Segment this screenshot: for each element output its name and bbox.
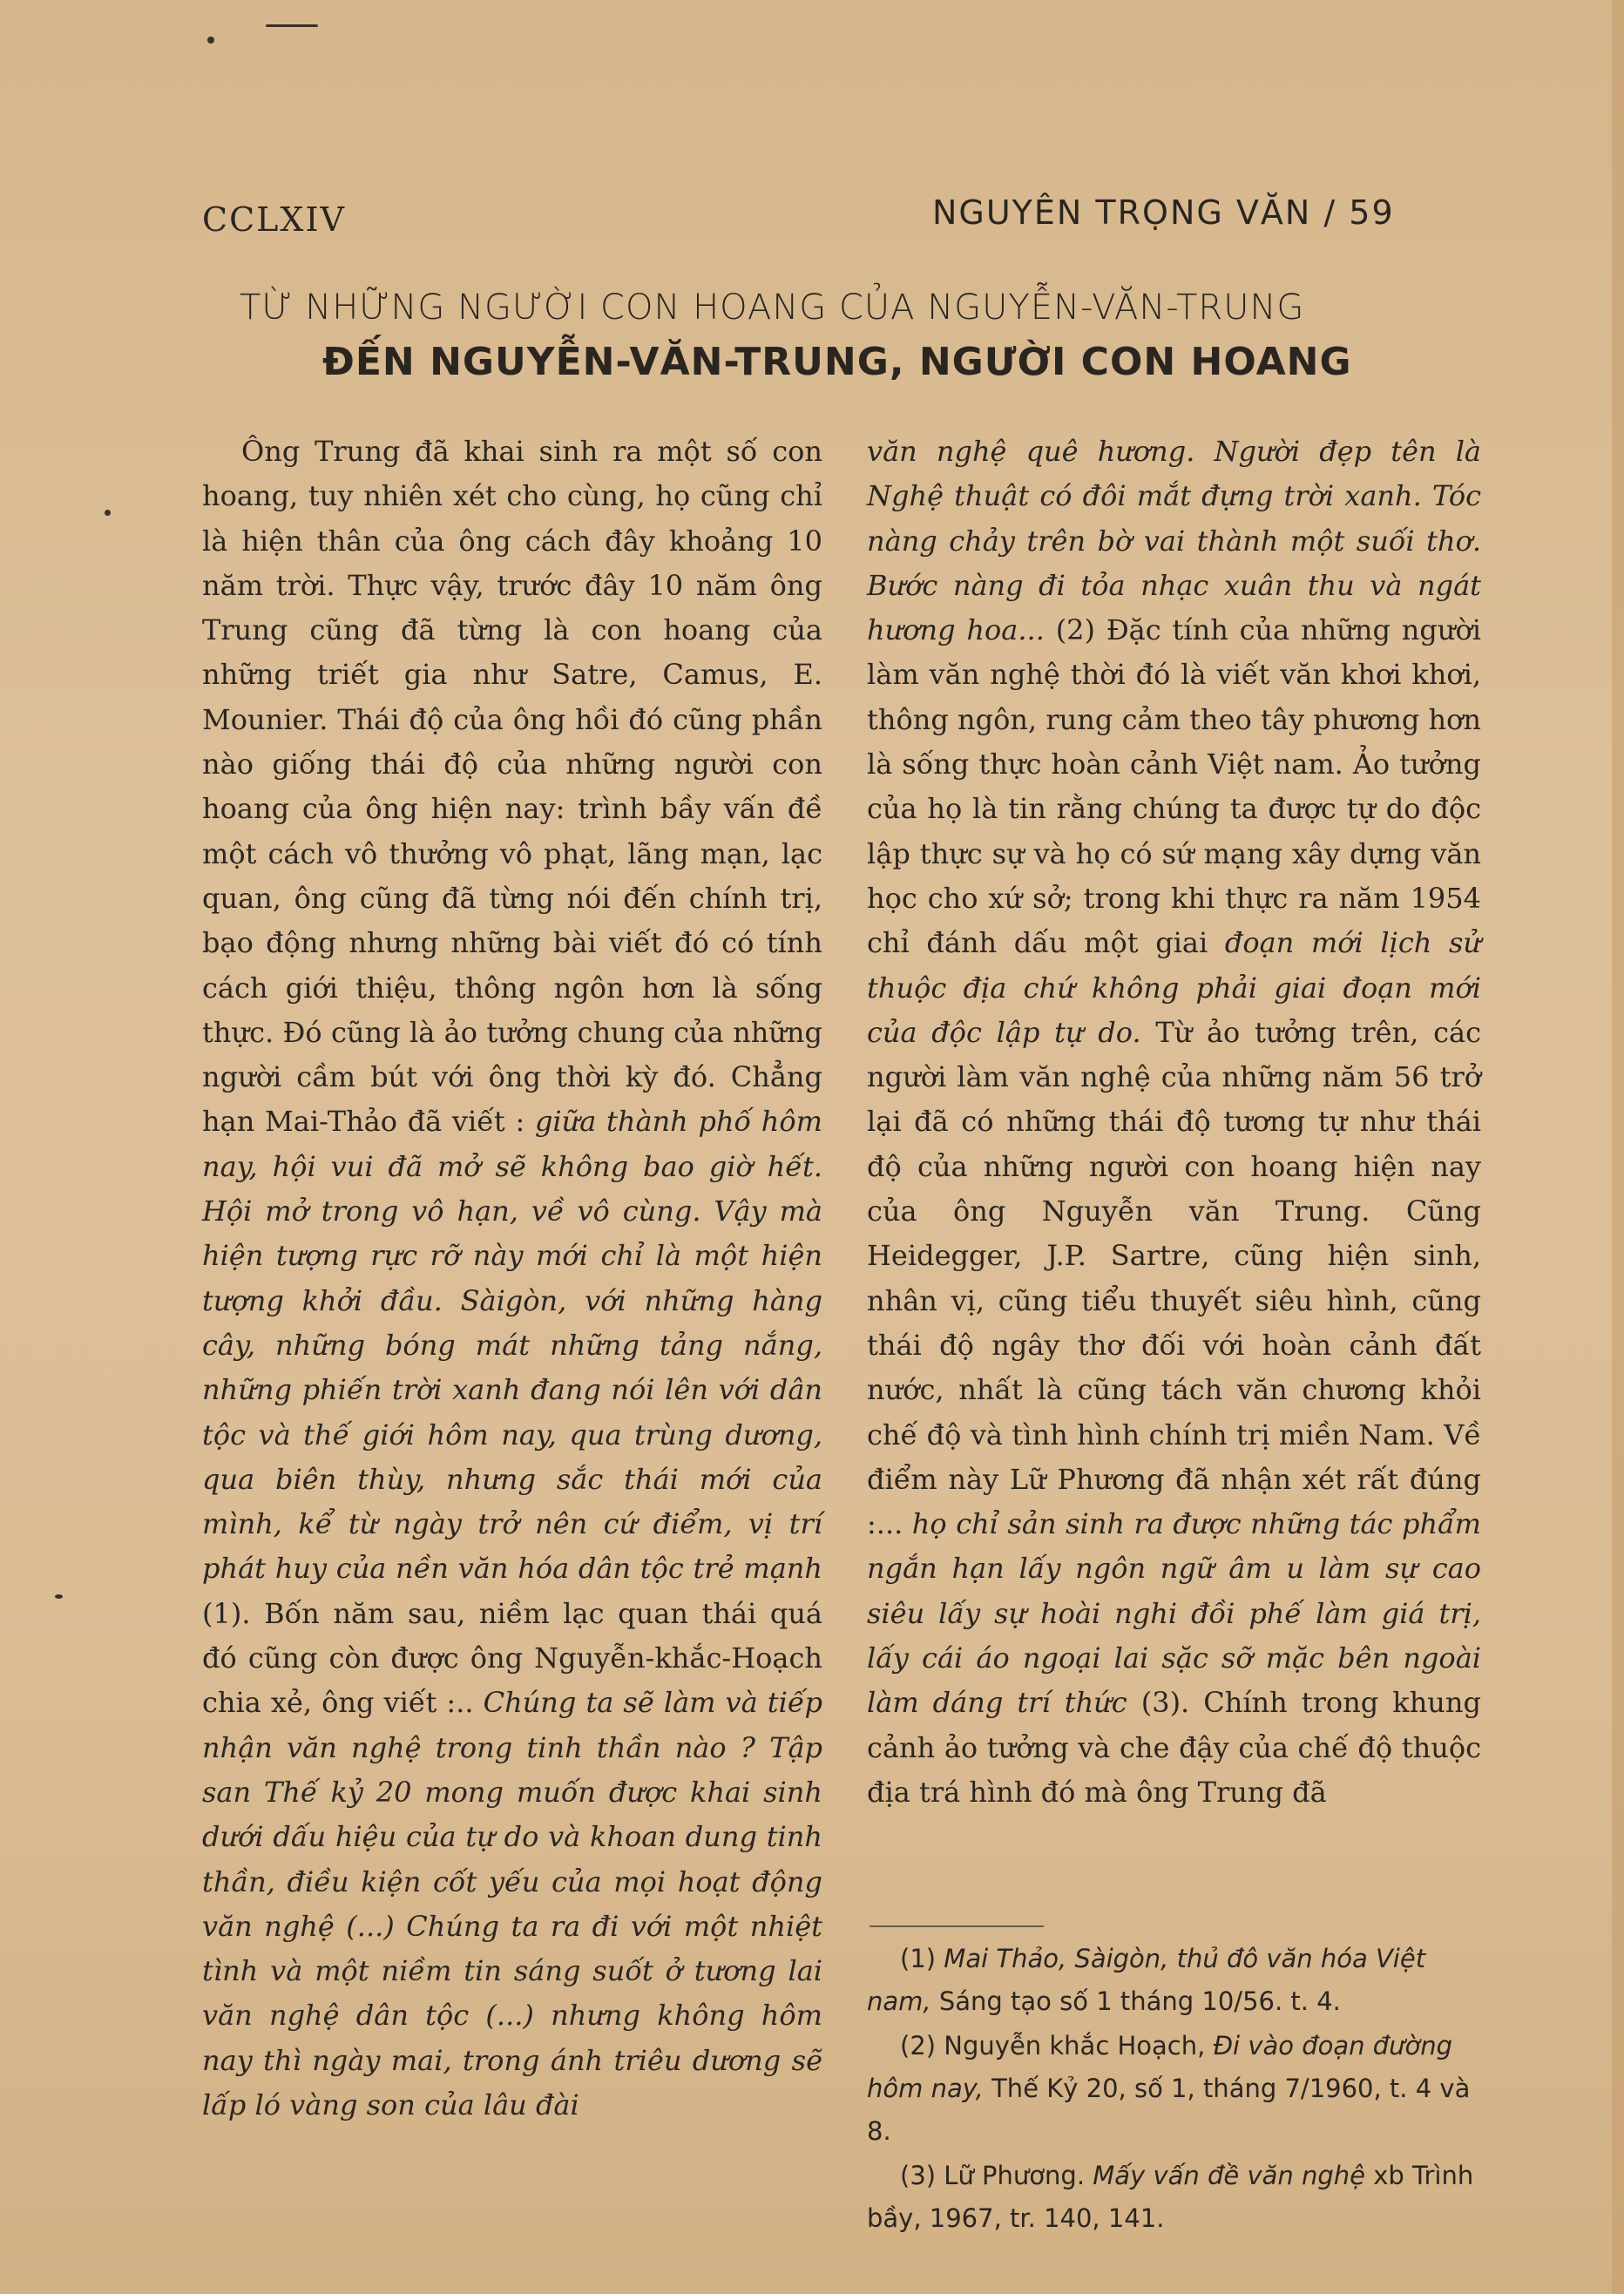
body-column-right	[867, 430, 1481, 1815]
footnote-3	[867, 2155, 1481, 2240]
text: (3). Chính trong khung cảnh ảo tưởng và che đậy của chế độ thuộc địa trá hình đó mà ông Trung đã	[867, 1686, 1482, 1809]
running-head-left: CCLXIV	[202, 200, 346, 239]
footnote-number: (3)	[900, 2161, 944, 2190]
ink-speck	[266, 24, 318, 27]
ink-speck	[105, 510, 111, 516]
article-title-line2: ĐẾN NGUYỄN-VĂN-TRUNG, NGƯỜI CON HOANG	[322, 340, 1352, 384]
article-title-line1: TỪ NHỮNG NGƯỜI CON HOANG CỦA NGUYỄN-VĂN-TRUNG	[240, 288, 1305, 328]
text: (1). Bốn năm sau, niềm lạc quan thái quá đó cũng còn được ông Nguyễn-khắc-Hoạch chia xẻ, ông viết :..	[202, 1596, 822, 1720]
footnote-author: Nguyễn khắc Hoạch,	[944, 2031, 1214, 2061]
body-column-left	[202, 430, 822, 2128]
quotation: đoạn mới lịch sử thuộc địa chứ không phải giai đoạn mới của độc lập tự do.	[867, 926, 1481, 1049]
text: (2) Đặc tính của những người làm văn nghệ thời đó là viết văn khơi khơi, thông ngôn, rung cảm theo tây phương hơn là sống thực hoàn cảnh Việt nam. Ảo tưởng của họ là tin rằng chúng ta được tự do độc lập thực sự và họ có sứ mạng xây dựng văn học cho xứ sở; trong khi thực ra năm 1954 chỉ đánh dấu một giai	[867, 613, 1482, 960]
footnotes	[867, 1938, 1481, 2242]
footnote-1	[867, 1938, 1481, 2023]
footnote-source: Mai Thảo, Sàigòn, thủ đô văn hóa Việt nam,	[867, 1944, 1426, 2016]
footnote-number: (2)	[900, 2031, 944, 2061]
running-head-right: NGUYÊN TRỌNG VĂN / 59	[932, 193, 1395, 232]
footnote-divider	[870, 1925, 1044, 1927]
text: Từ ảo tưởng trên, các người làm văn nghệ của những năm 56 trở lại đã có những thái độ tương tự như thái độ của những người con hoang hiện nay của ông Nguyễn văn Trung. Cũng Heidegger, J.P. Sartre, cũng hiện sinh, nhân vị, cũng tiểu thuyết siêu hình, cũng thái độ ngây thơ đối với hoàn cảnh đất nước, nhất là cũng tách văn chương khỏi chế độ và tình hình chính trị miền Nam. Về điểm này Lữ Phương đã nhận xét rất đúng :...	[867, 1015, 1482, 1541]
footnote-detail: Sáng tạo số 1 tháng 10/56. t. 4.	[930, 1986, 1341, 2016]
footnote-2	[867, 2025, 1481, 2153]
quotation: văn nghệ quê hương. Người đẹp tên là Nghệ thuật có đôi mắt đựng trời xanh. Tóc nàng chảy trên bờ vai thành một suối thơ. Bước nàng đi tỏa nhạc xuân thu và ngát hương hoa...	[867, 435, 1481, 647]
footnote-source: Đi vào đoạn đường hôm nay,	[867, 2031, 1453, 2103]
paragraph	[867, 430, 1481, 1815]
quotation: họ chỉ sản sinh ra được những tác phẩm ngắn hạn lấy ngôn ngữ âm u làm sự cao siêu lấy sự hoài nghi đồi phế làm giá trị, lấy cái áo ngoại lai sặc sỡ mặc bên ngoài làm dáng trí thức	[867, 1507, 1481, 1720]
text: Ông Trung đã khai sinh ra một số con hoang, tuy nhiên xét cho cùng, họ cũng chỉ là hiện thân của ông cách đây khoảng 10 năm trời. Thực vậy, trước đây 10 năm ông Trung cũng đã từng là con hoang của những triết gia như Satre, Camus, E. Mounier. Thái độ của ông hồi đó cũng phần nào giống thái độ của những người con hoang của ông hiện nay: trình bầy vấn đề một cách vô thưởng vô phạt, lãng mạn, lạc quan, ông cũng đã từng nói đến chính trị, bạo động nhưng những bài viết đó có tính cách giới thiệu, thông ngôn hơn là sống thực. Đó cũng là ảo tưởng chung của những người cầm bút với ông thời kỳ đó. Chẳng hạn Mai-Thảo đã viết :	[202, 435, 822, 1139]
footnote-detail: xb Trình bầy, 1967, tr. 140, 141.	[867, 2161, 1474, 2233]
footnote-detail: Thế Kỷ 20, số 1, tháng 7/1960, t. 4 và 8.	[867, 2074, 1471, 2146]
quotation: Chúng ta sẽ làm và tiếp nhận văn nghệ trong tinh thần nào ? Tập san Thế kỷ 20 mong muốn được khai sinh dưới dấu hiệu của tự do và khoan dung tinh thần, điều kiện cốt yếu của mọi hoạt động văn nghệ (...) Chúng ta ra đi với một nhiệt tình và một niềm tin sáng suốt ở tương lai văn nghệ dân tộc (...) nhưng không hôm nay thì ngày mai, trong ánh triêu dương sẽ lấp ló vàng son của lâu đài	[202, 1686, 823, 2121]
paragraph	[202, 430, 822, 2128]
footnote-number: (1)	[900, 1944, 944, 1973]
ink-speck	[207, 37, 214, 44]
quotation: giữa thành phố hôm nay, hội vui đã mở sẽ không bao giờ hết. Hội mở trong vô hạn, về vô cùng. Vậy mà hiện tượng rực rỡ này mới chỉ là một hiện tượng khởi đầu. Sàigòn, với những hàng cây, những bóng mát những tảng nắng, những phiến trời xanh đang nói lên với dân tộc và thế giới hôm nay, qua trùng dương, qua biên thùy, nhưng sắc thái mới của mình, kể từ ngày trở nên cứ điểm, vị trí phát huy của nền văn hóa dân tộc trẻ mạnh	[202, 1105, 823, 1586]
ink-speck	[55, 1594, 63, 1599]
footnote-source: Mấy vấn đề văn nghệ	[1093, 2161, 1365, 2190]
footnote-author: Lữ Phương.	[944, 2161, 1093, 2190]
